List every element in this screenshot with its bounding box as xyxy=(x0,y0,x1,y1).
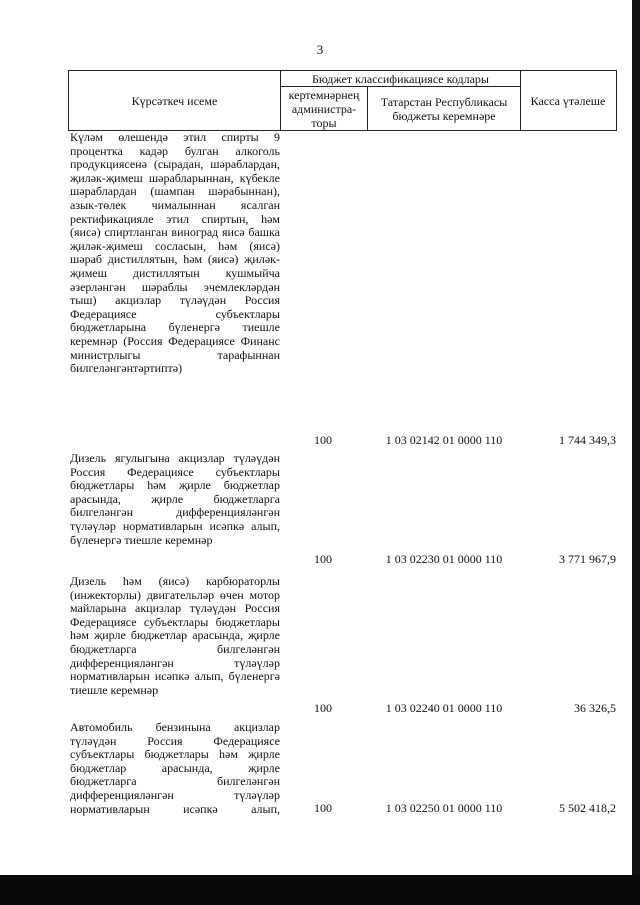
page-number: 3 xyxy=(316,42,324,57)
row-admin-code: 100 xyxy=(314,701,332,715)
row-cash-amount: 3 771 967,9 xyxy=(559,552,616,566)
row-admin-code: 100 xyxy=(314,801,332,815)
header-divider-codes xyxy=(367,86,368,131)
row-cash-amount: 36 326,5 xyxy=(574,701,616,715)
row-admin-code: 100 xyxy=(314,552,332,566)
scan-right-edge xyxy=(632,0,640,905)
row-cash-amount: 1 744 349,3 xyxy=(559,433,616,447)
row-revenue-code: 1 03 02142 01 0000 110 xyxy=(385,433,503,447)
row-revenue-code: 1 03 02230 01 0000 110 xyxy=(385,552,503,566)
scan-bottom-band xyxy=(0,875,640,905)
header-indicator-name: Күрсәткеч исеме xyxy=(131,93,218,108)
header-budget-codes: Бюджет классификациясе кодлары xyxy=(312,71,489,86)
row-description: Дизель ягулыгына акцизлар түләүдән Россия Федерациясе субъектлары бюджетлары һәм җирле бюджетлар арасында, җирле бюджетларга билгеләнгән дифференцияләнгән түләүләр нормативларын исәпкә алып, бүленергә тиешле керемнәр xyxy=(70,451,280,547)
row-description: Автомобиль бензинына акцизлар түләүдән Россия Федерациясе субъектлары бюджетлары һәм җирле бюджетлар арасында, җирле бюджетларга билгеләнгән дифференцияләнгән түләүләр нормативларын исәпкә алып, xyxy=(70,720,280,816)
row-cash-amount: 5 502 418,2 xyxy=(559,801,616,815)
row-admin-code: 100 xyxy=(314,433,332,447)
row-description: Күләм өлешендә этил спирты 9 процентка кадәр булган алкоголь продукциясенә (сырадан, шәраблардан, җиләк-җимеш шәрабларыннан, күбекле шәраблардан (шампан шәрабыннан), азык-төлек чималыннан ясалган ректификацияле этил спиртын, һәм (яисә) спиртланган виноград яисә башка җиләк-җимеш сосласын, һәм (яисә) шәраб дистиллятын, һәм (яисә) җиләк-җимеш дистиллятын кушмыйча әзерләнгән шәраблы эчемлекләрдән тыш) акцизлар түләүдән Россия Федерациясе субъектлары бюджетларына бүленергә тиешле керемнәр (Россия Федерациясе Финанс министрлыгы тарафыннан билгеләнгәнтәртиптә) xyxy=(70,130,280,376)
header-right-border xyxy=(616,70,617,131)
header-divider-cash xyxy=(520,70,521,131)
row-revenue-code: 1 03 02250 01 0000 110 xyxy=(385,801,503,815)
header-cash: Касса үтәлеше xyxy=(530,93,606,108)
row-description: Дизель һәм (яисә) карбюраторлы (инжекторлы) двигательләр өчен мотор майларына акцизлар түләүдән Россия Федерациясе субъектлары бюджетлары һәм җирле бюджетлар арасында, җирле бюджетларга билгеләнгән дифференцияләнгән түләүләр нормативларын исәпкә алып, бүленергә тиешле керемнәр xyxy=(70,574,280,697)
header-revenue: Татарстан Республикасы бюджеты керемнәре xyxy=(380,94,508,123)
header-admin: кертемнәрнең администра-торы xyxy=(288,87,360,130)
row-revenue-code: 1 03 02240 01 0000 110 xyxy=(385,701,503,715)
